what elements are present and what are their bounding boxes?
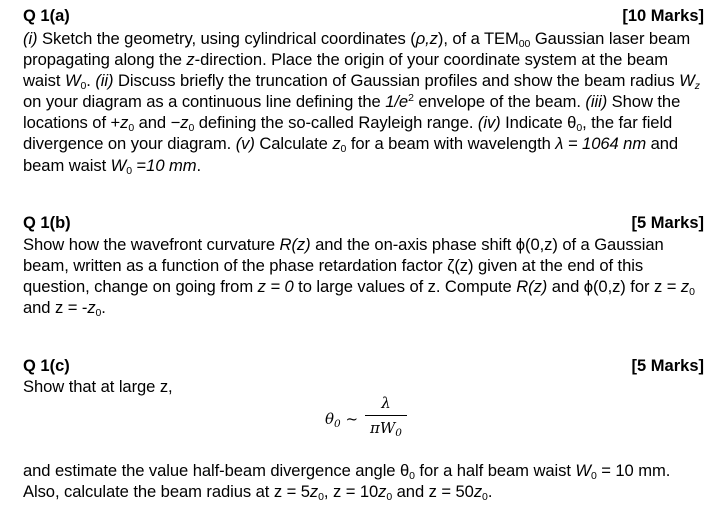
question-1b-marks: [5 Marks] bbox=[631, 214, 704, 232]
question-1a-header bbox=[23, 6, 704, 26]
formula-lhs: $\theta_0$ ~ bbox=[325, 410, 359, 430]
question-1b-title: Q 1(b) bbox=[23, 214, 71, 232]
question-1c-body bbox=[23, 460, 707, 502]
question-1a-text: (i) Sketch the geometry, using cylindrical coordinates (ρ,z), of a $TEM_{00}$ Gaussian laser beam propagating along the z-direction. Place the origin of your coordinate system at the beam waist $W_0$. (ii) Discuss briefly the truncation of Gaussian profiles and show the beam radius $W_z$ on your diagram as a continuous line defining the $1/e^2$ envelope of the beam. (iii) Show the locations of $+z_0$ and $-z_0$ defining the so-called Rayleigh range. (iv) Indicate $\theta_0$, the far field divergence on your diagram. (v) Calculate $z_0$ for a beam with wavelength λ = 1064 nm and beam waist $W_0 =10$ mm. bbox=[23, 29, 700, 177]
fraction-bar bbox=[365, 415, 407, 416]
question-1c-text: and estimate the value half-beam divergence angle $\theta_0$ for a half beam waist $W_0 = 10$ mm. Also, calculate the beam radius at $z = 5z_0$, $z = 10z_0$ and $z = 50z_0$. bbox=[23, 461, 671, 504]
formula-denominator: $\pi W_0$ bbox=[370, 419, 402, 439]
question-1c-intro: Show that at large z, bbox=[23, 377, 173, 396]
question-1c-header bbox=[23, 356, 704, 376]
question-1a-title: Q 1(a) bbox=[23, 7, 70, 25]
question-1b-header bbox=[23, 213, 704, 233]
divergence-formula bbox=[325, 393, 425, 453]
question-1c-marks: [5 Marks] bbox=[631, 357, 704, 375]
formula-numerator: λ bbox=[381, 394, 391, 412]
question-1c-title: Q 1(c) bbox=[23, 357, 70, 375]
question-1b-text: Show how the wavefront curvature R(z) and the on-axis phase shift ϕ(0,z) of a Gaussian beam, written as a function of the phase retardation factor ζ(z) given at the end of this question, change on going from z = 0 to large values of z. Compute R(z) and ϕ(0,z) for $z = z_0$ and $z = -z_0$. bbox=[23, 235, 695, 320]
formula-fraction bbox=[365, 393, 407, 438]
question-1a-marks: [10 Marks] bbox=[622, 7, 704, 25]
question-1a-body bbox=[23, 28, 707, 176]
question-1b-body bbox=[23, 234, 707, 318]
